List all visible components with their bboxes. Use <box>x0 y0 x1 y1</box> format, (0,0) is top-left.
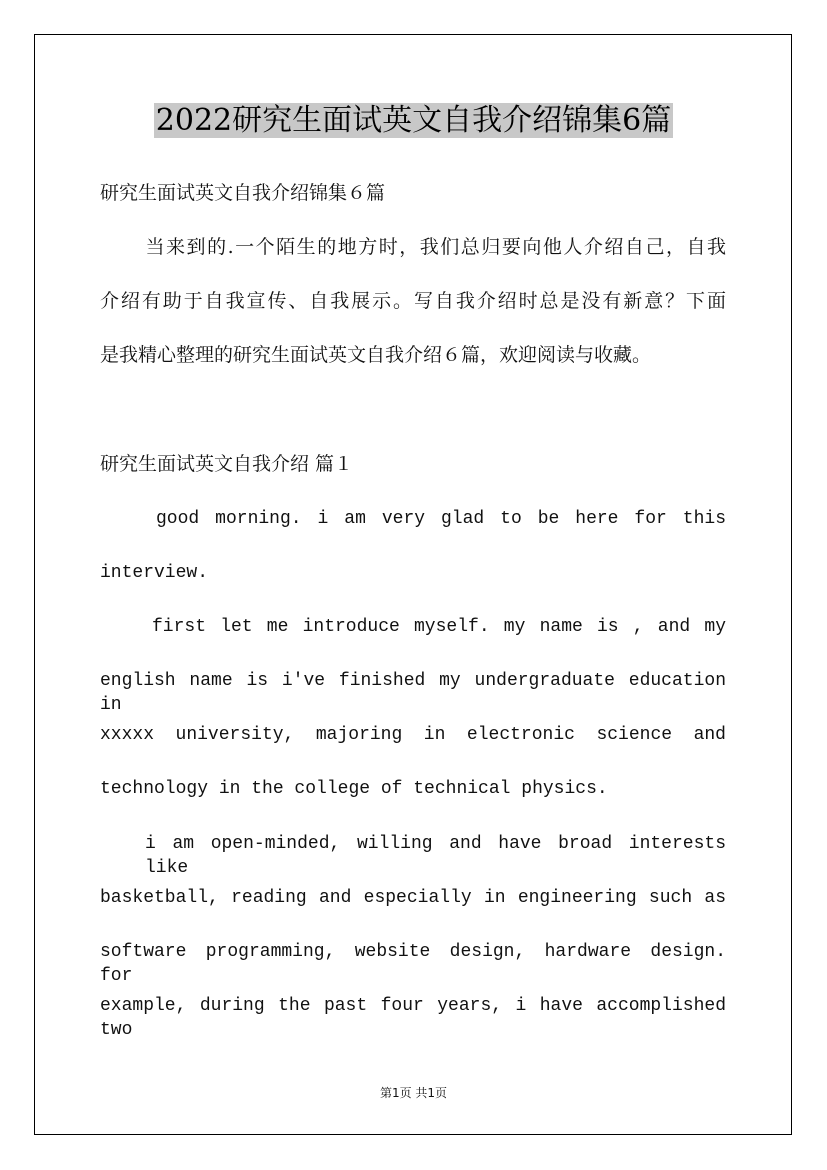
subtitle: 研究生面试英文自我介绍锦集６篇 <box>100 182 386 204</box>
body-line-2: interview. <box>100 563 209 583</box>
intro-line-3: 是我精心整理的研究生面试英文自我介绍６篇，欢迎阅读与收藏。 <box>100 344 652 366</box>
body-line-4: english name is i've finished my undergraduate education in <box>100 671 726 715</box>
title-text: 2022研究生面试英文自我介绍锦集6篇 <box>155 103 672 138</box>
body-line-6: technology in the college of technical physics. <box>100 779 608 799</box>
page-number: 第1页 共1页 <box>379 1086 448 1100</box>
section-heading: 研究生面试英文自我介绍 篇１ <box>100 453 354 475</box>
body-line-5: xxxxx university, majoring in electronic science and <box>100 725 726 745</box>
body-line-8: basketball, reading and especially in engineering such as <box>100 888 726 908</box>
body-line-1: good morning. i am very glad to be here for this <box>156 509 726 529</box>
body-line-9: software programming, website design, hardware design. for <box>100 942 726 986</box>
body-line-10: example, during the past four years, i have accomplished two <box>100 996 726 1040</box>
intro-line-2: 介绍有助于自我宣传、自我展示。写自我介绍时总是没有新意？下面 <box>100 290 726 312</box>
body-line-3: first let me introduce myself. my name is , and my <box>152 617 726 637</box>
document-title <box>0 100 827 142</box>
body-line-7: i am open-minded, willing and have broad interests like <box>145 834 726 878</box>
intro-line-1: 当来到的.一个陌生的地方时，我们总归要向他人介绍自己，自我 <box>144 236 726 258</box>
